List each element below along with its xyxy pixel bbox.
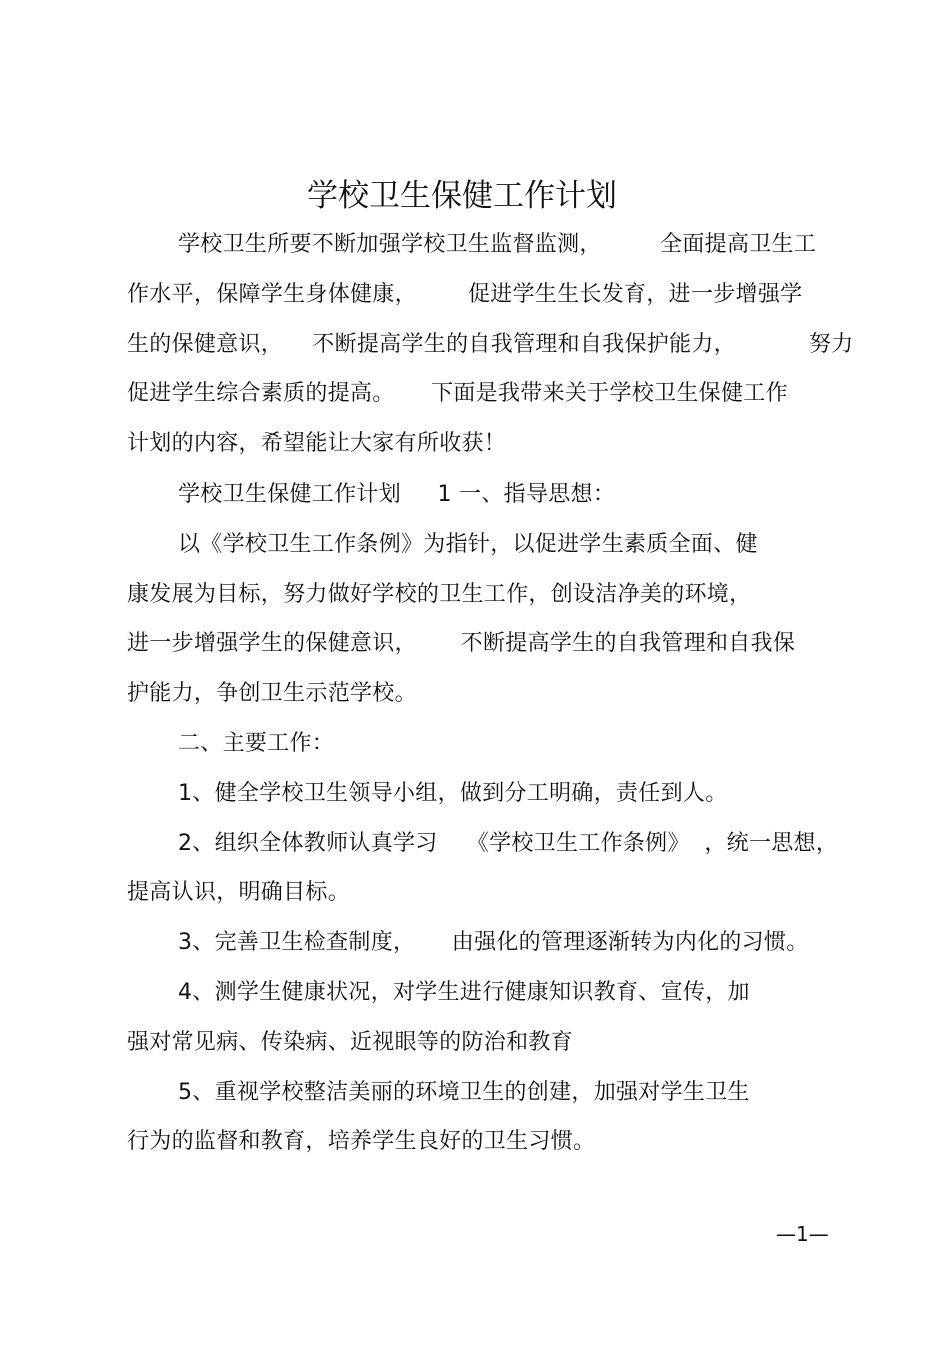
list-item-line: 4、测学生健康状况，对学生进行健康知识教育、宣传，加: [178, 980, 750, 1005]
paragraph-line: 以《学校卫生工作条例》为指针，以促进学生素质全面、健: [178, 532, 758, 557]
document-title: 学校卫生保健工作计划: [307, 178, 617, 214]
list-item-line: 2、组织全体教师认真学习 《学校卫生工作条例》 ，统一思想，: [178, 831, 839, 856]
paragraph-line: 计划的内容，希望能让大家有所收获！: [127, 431, 507, 456]
paragraph-line: 康发展为目标，努力做好学校的卫生工作，创设洁净美的环境，: [127, 582, 752, 607]
list-item-line: 行为的监督和教育，培养学生良好的卫生习惯。: [127, 1129, 596, 1154]
list-item-line: 强对常见病、传染病、近视眼等的防治和教育: [127, 1030, 574, 1055]
section-heading-line: 二、主要工作：: [178, 731, 335, 756]
paragraph-line: 生的保健意识， 不断提高学生的自我管理和自我保护能力， 努力: [127, 332, 854, 357]
paragraph-line: 护能力，争创卫生示范学校。: [127, 681, 417, 706]
paragraph-line: 学校卫生所要不断加强学校卫生监督监测， 全面提高卫生工: [178, 232, 817, 257]
section-heading-line: 学校卫生保健工作计划 1 一、指导思想：: [178, 482, 616, 507]
paragraph-line: 促进学生综合素质的提高。 下面是我带来关于学校卫生保健工作: [127, 381, 788, 406]
list-item-line: 1、健全学校卫生领导小组，做到分工明确，责任到人。: [178, 781, 728, 806]
list-item-line: 5、重视学校整洁美丽的环境卫生的创建，加强对学生卫生: [178, 1080, 750, 1105]
list-item-line: 提高认识，明确目标。: [127, 880, 351, 905]
page-number: —1—: [776, 1222, 829, 1246]
paragraph-line: 进一步增强学生的保健意识， 不断提高学生的自我管理和自我保: [127, 631, 796, 656]
list-item-line: 3、完善卫生检查制度， 由强化的管理逐渐转为内化的习惯。: [178, 930, 809, 955]
paragraph-line: 作水平，保障学生身体健康， 促进学生生长发育，进一步增强学: [127, 282, 803, 307]
